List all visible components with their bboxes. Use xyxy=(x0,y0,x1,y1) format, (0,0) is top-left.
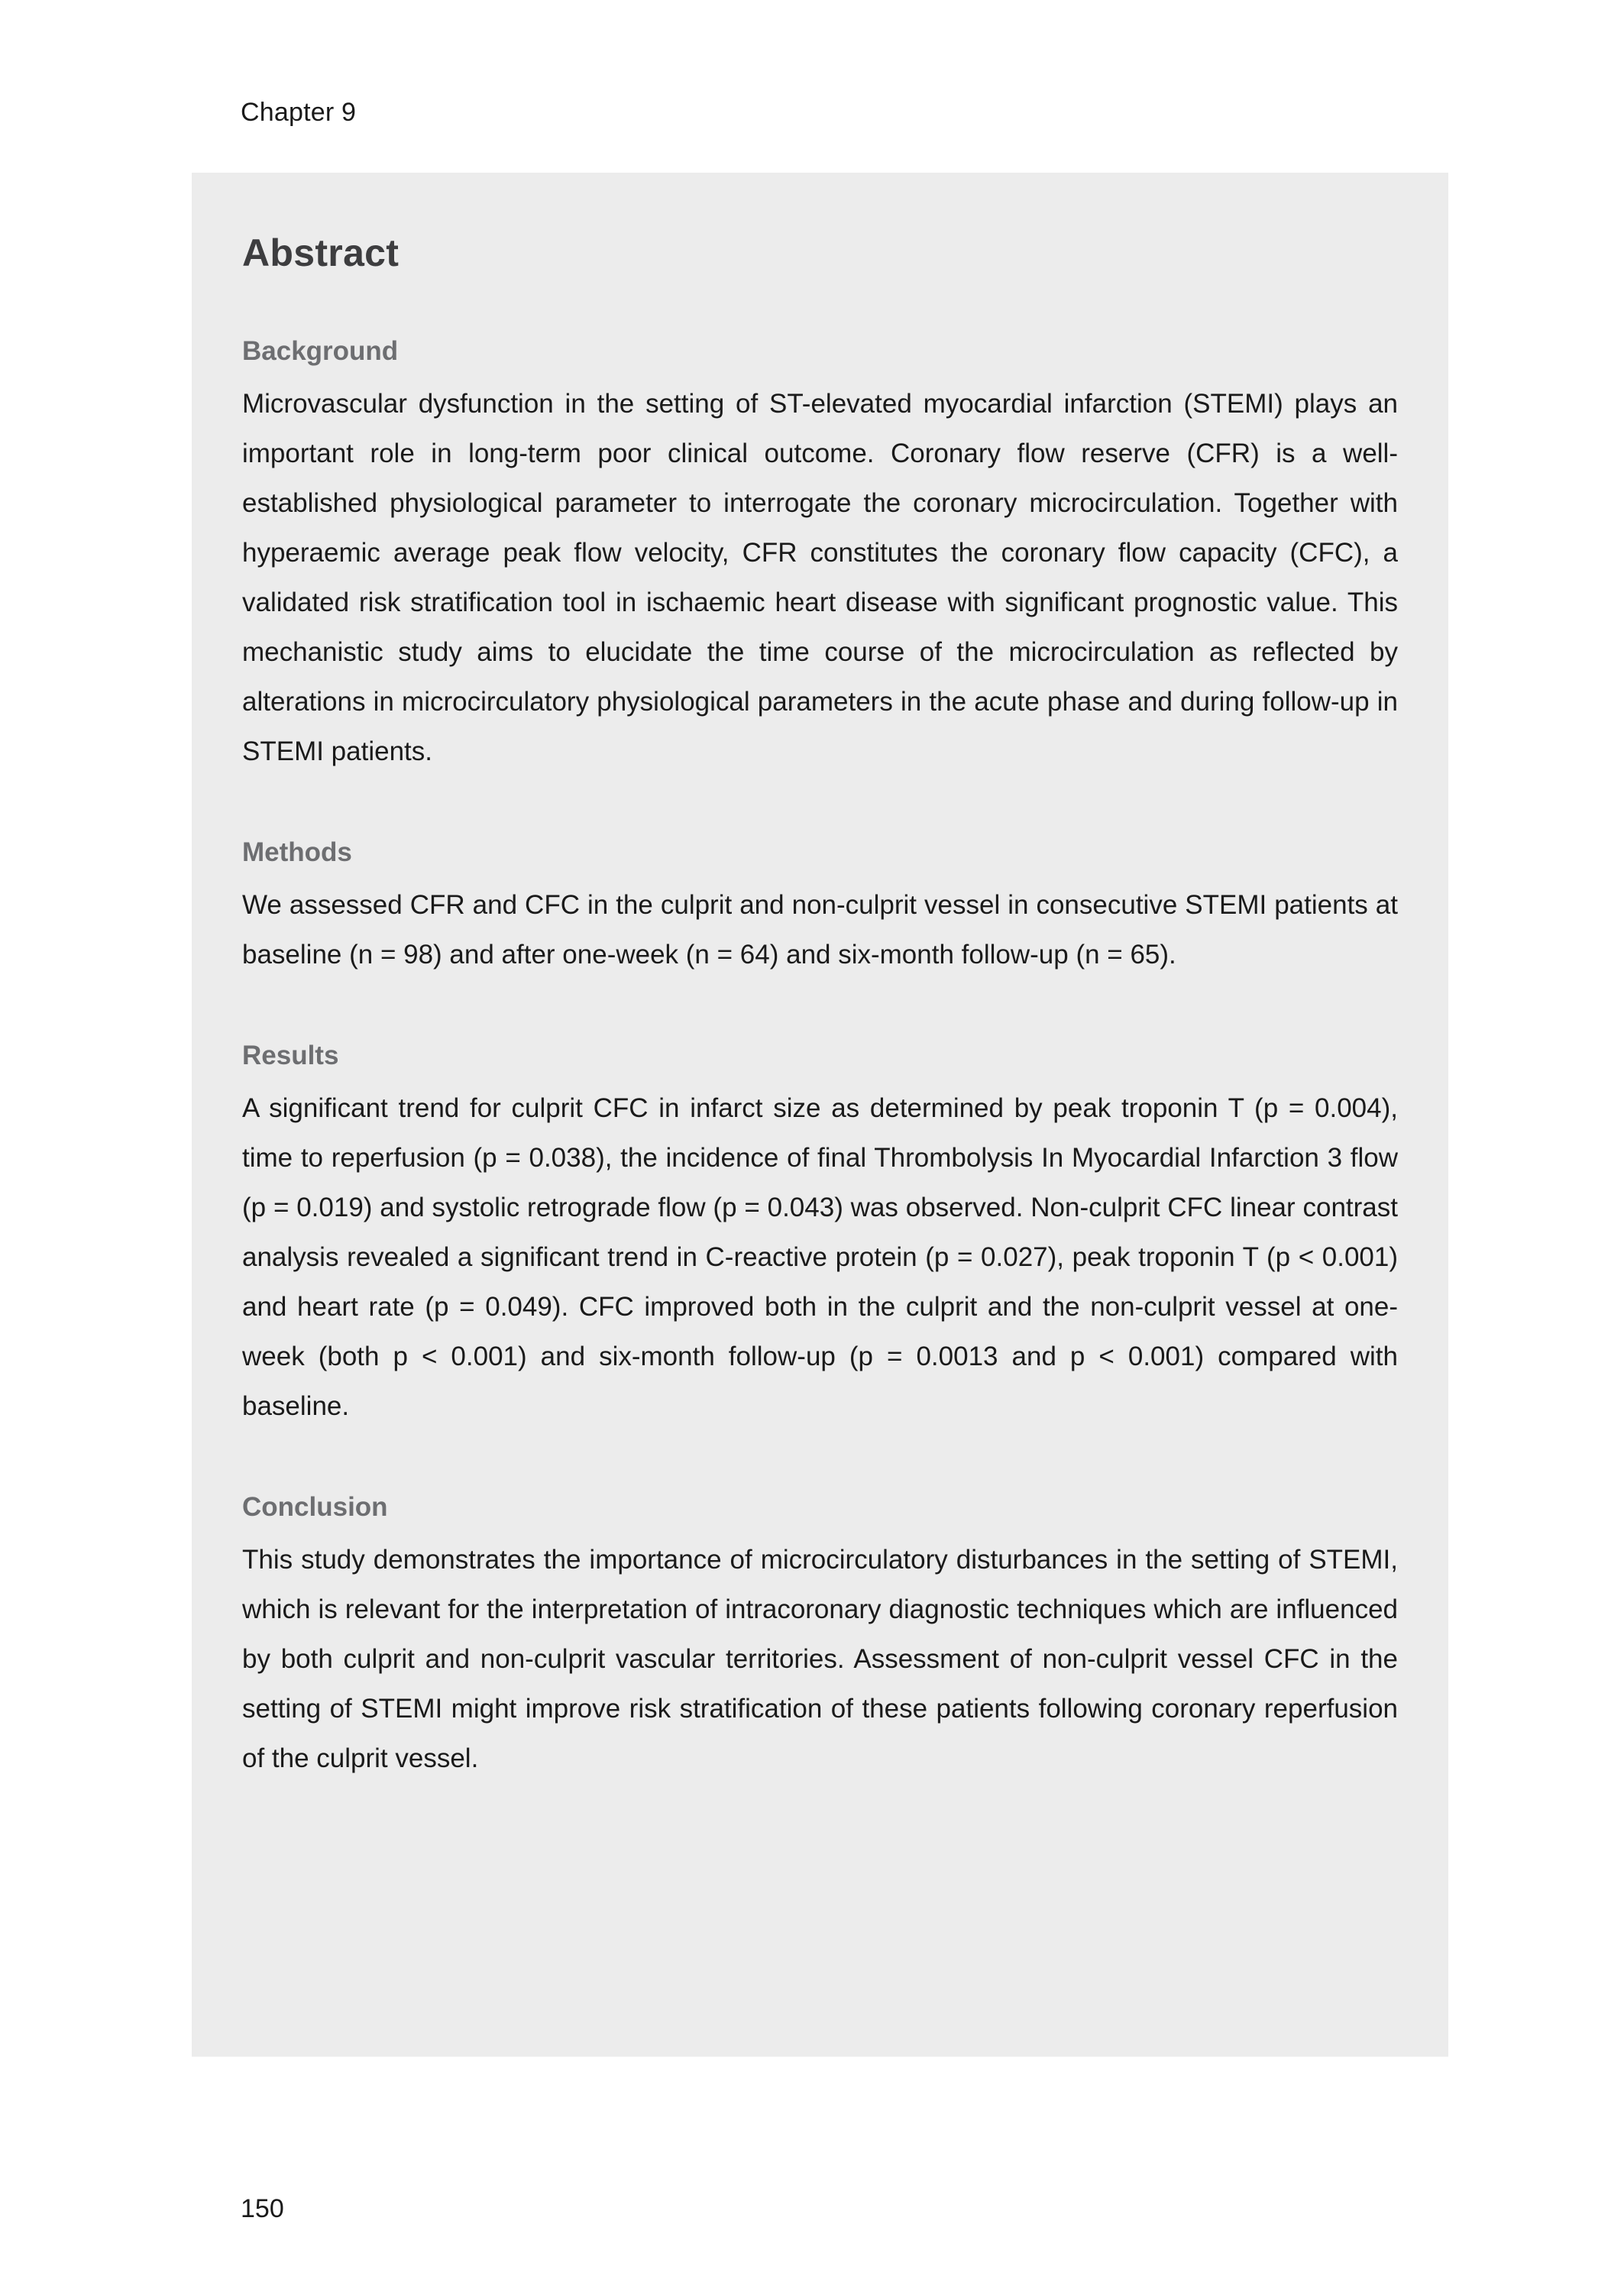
methods-body: We assessed CFR and CFC in the culprit and non-culprit vessel in consecutive STEMI patients at baseline (n = 98) and after one-week (n = 64) and six-month follow-up (n = 65). xyxy=(242,890,1398,970)
section-methods xyxy=(242,836,1398,979)
results-body: A significant trend for culprit CFC in infarct size as determined by peak troponin T (p = 0.004), time to reperfusion (p = 0.038), the incidence of final Thrombolysis In Myocardial Infarction 3 flow (p = 0.019) and systolic retrograde flow (p = 0.043) was observed. Non-culprit CFC linear contrast analysis revealed a significant trend in C-reactive protein (p = 0.027), peak troponin T (p < 0.001) and heart rate (p = 0.049). CFC improved both in the culprit and the non-culprit vessel at one-week (both p < 0.001) and six-month follow-up (p = 0.0013 and p < 0.001) compared with baseline. xyxy=(242,1093,1398,1421)
abstract-box xyxy=(192,173,1448,2057)
results-heading: Results xyxy=(242,1041,339,1070)
methods-heading: Methods xyxy=(242,837,352,867)
page-number: 150 xyxy=(241,2194,284,2223)
conclusion-heading: Conclusion xyxy=(242,1492,388,1522)
background-body: Microvascular dysfunction in the setting of ST-elevated myocardial infarction (STEMI) plays an important role in long-term poor clinical outcome. Coronary flow reserve (CFR) is a well-established physiological parameter to interrogate the coronary microcirculation. Together with hyperaemic average peak flow velocity, CFR constitutes the coronary flow capacity (CFC), a validated risk stratification tool in ischaemic heart disease with significant prognostic value. This mechanistic study aims to elucidate the time course of the microcirculation as reflected by alterations in microcirculatory physiological parameters in the acute phase and during follow-up in STEMI patients. xyxy=(242,389,1398,766)
section-conclusion xyxy=(242,1491,1398,1783)
section-background xyxy=(242,335,1398,776)
section-results xyxy=(242,1039,1398,1431)
conclusion-body: This study demonstrates the importance of microcirculatory disturbances in the setting of STEMI, which is relevant for the interpretation of intracoronary diagnostic techniques which are influenced by both culprit and non-culprit vascular territories. Assessment of non-culprit vessel CFC in the setting of STEMI might improve risk stratification of these patients following coronary reperfusion of the culprit vessel. xyxy=(242,1545,1398,1773)
background-heading: Background xyxy=(242,336,399,366)
chapter-header: Chapter 9 xyxy=(241,98,357,127)
abstract-title: Abstract xyxy=(242,231,400,274)
